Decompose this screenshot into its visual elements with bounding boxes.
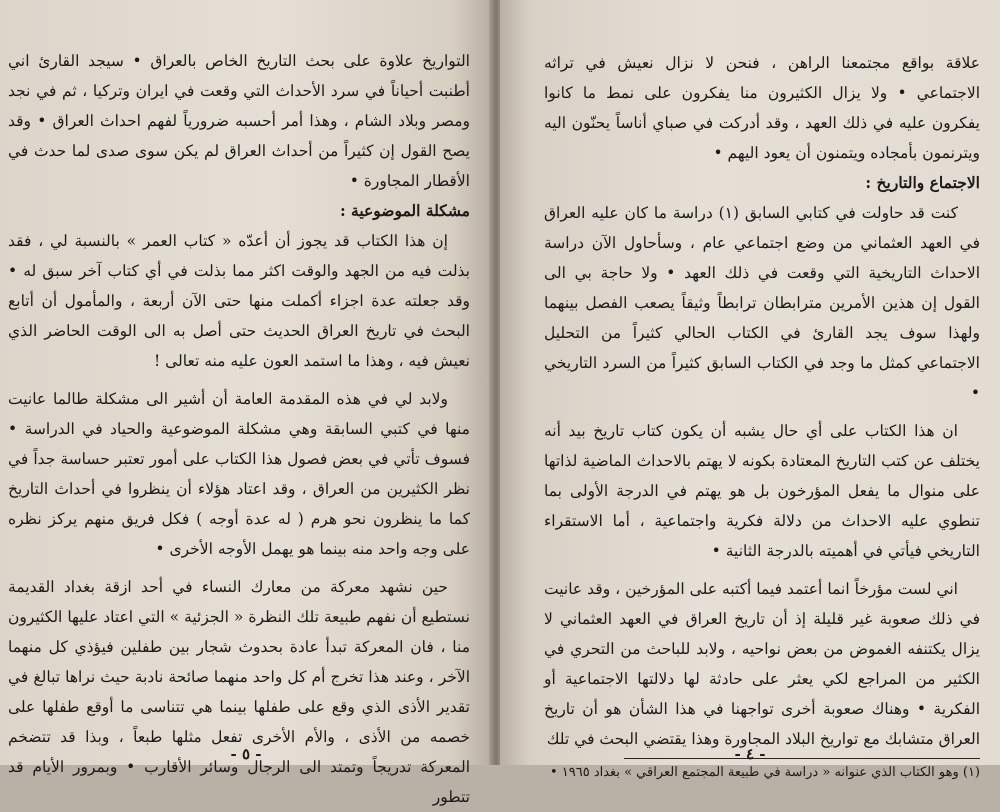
paragraph: إن هذا الكتاب قد يجوز أن أعدّه « كتاب العمر » بالنسبة لي ، فقد بذلت فيه من الجهد والوقت اكثر مما بذلت في أي كتاب آخر سبق له • وقد جعلته عدة اجزاء أكملت منها حتى الآن أربعة ، والمأمول أن أتابع البحث في تاريخ العراق الحديث حتى أصل به الى الوقت الحاضر الذي نعيش فيه ، وهذا ما استمد العون عليه منه تعالى ! bbox=[8, 232, 470, 370]
paragraph: ان هذا الكتاب على أي حال يشبه أن يكون كتاب تاريخ بيد أنه يختلف عن كتب التاريخ المعتادة بكونه لا يهتم بالاحداث الماضية لذاتها على منوال ما يفعل المؤرخون بل هو يهتم في الدرجة الأولى بما تنطوي عليه الاحداث من دلالة فكرية واجتماعية ، أما الاستقراء التاريخي فيأتي في أهميته بالدرجة الثانية • bbox=[544, 422, 980, 560]
right-page-body bbox=[544, 48, 980, 754]
paragraph: اني لست مؤرخاً انما أعتمد فيما أكتبه على المؤرخين ، وقد عانيت في ذلك صعوبة غير قليلة إذ أن تاريخ العراق في العهد العثماني لا يزال يكتنفه الغموض من بعض نواحيه ، ولابد للباحث من التحري في الكثير من المراجع لكي يعثر على حادثة لها دلالتها الاجتماعية أو الفكرية • وهناك صعوبة أخرى تواجهنا في هذا الشأن هو أن تاريخ العراق متشابك مع تواريخ البلاد المجاورة وهذا يقتضي البحث في تلك bbox=[544, 580, 980, 748]
left-page bbox=[0, 0, 492, 806]
footnote: (١) وهو الكتاب الذي عنوانه « دراسة في طبيعة المجتمع العراقي » بغداد ١٩٦٥ • bbox=[549, 765, 980, 780]
right-page bbox=[500, 0, 1000, 780]
left-page-body bbox=[8, 46, 470, 812]
paragraph: ولابد لي في هذه المقدمة العامة أن أشير الى مشكلة طالما عانيت منها في كتبي السابقة وهي مشكلة الموضوعية والحياد في الدراسة • فسوف تأتي في بعض فصول هذا الكتاب على أمور تعتبر حساسة جداً في نظر الكثيرين من العراق ، وقد اعتاد هؤلاء أن ينظروا في أحداث التاريخ كما ما ينظرون نحو هرم ( له عدة أوجه ) فكل فريق منهم يركز نظره على وجه واحد منه بينما هو يهمل الأوجه الأخرى • bbox=[8, 390, 470, 558]
page-number: - ٥ - bbox=[230, 745, 262, 763]
paragraph: التواريخ علاوة على بحث التاريخ الخاص بالعراق • سيجد القارئ اني أطنبت أحياناً في سرد الأحداث التي وقعت في ايران وتركيا ، ثم في نجد ومصر وبلاد الشام ، وهذا أمر أحسبه ضرورياً لفهم احداث العراق • وقد يصح القول إن كثيراً من أحداث العراق لم يكن سوى صدى لما حدث في الأقطار المجاورة • bbox=[8, 52, 470, 190]
paragraph: علاقة بواقع مجتمعنا الراهن ، فنحن لا نزال نعيش في تراثه الاجتماعي • ولا يزال الكثيرون منا يفكرون على نمط ما كانوا يفكرون عليه في ذلك العهد ، وقد أدركت في صباي أناساً يحنّون اليه ويترنمون بأمجاده ويتمنون أن يعود اليهم • bbox=[544, 54, 980, 162]
paragraph: كنت قد حاولت في كتابي السابق (١) دراسة ما كان عليه العراق في العهد العثماني من وضع اجتماعي عام ، وسأحاول الآن دراسة الاحداث التاريخية التي وقعت في ذلك العهد • ولا حاجة بي الى القول إن هذين الأمرين مترابطان ترابطاً وثيقاً يصعب الفصل بينهما ولهذا سوف يجد القارئ في الكتاب الحالي كثيراً من التحليل الاجتماعي كمثل ما وجد في الكتاب السابق كثيراً من السرد التاريخي • bbox=[544, 204, 980, 402]
paragraph: حين نشهد معركة من معارك النساء في أحد ازقة بغداد القديمة نستطيع أن نفهم طبيعة تلك النظرة « الجزئية » التي اعتاد عليها الكثيرون منا ، فان المعركة تبدأ عادة بحدوث شجار بين طفلين فيؤذي كل منهما الآخر ، وعند هذا تخرج أم كل واحد منهما صائحة نادبة حيث نراها تبالغ في تقدير الأذى الذي وقع على طفلها بينما هي تتناسى ما أوقع طفلها على خصمه من الأذى ، والأم الأخرى تفعل مثلها طبعاً ، وبذا قد تتضخم المعركة تدريجاً وتمتد الى الرجال وسائر الأقارب • وبمرور الأيام قد تتطور bbox=[8, 578, 470, 806]
section-heading: الاجتماع والتاريخ : bbox=[865, 173, 980, 192]
section-heading: مشكلة الموضوعية : bbox=[339, 201, 470, 220]
page-number: - ٤ - bbox=[734, 745, 766, 763]
